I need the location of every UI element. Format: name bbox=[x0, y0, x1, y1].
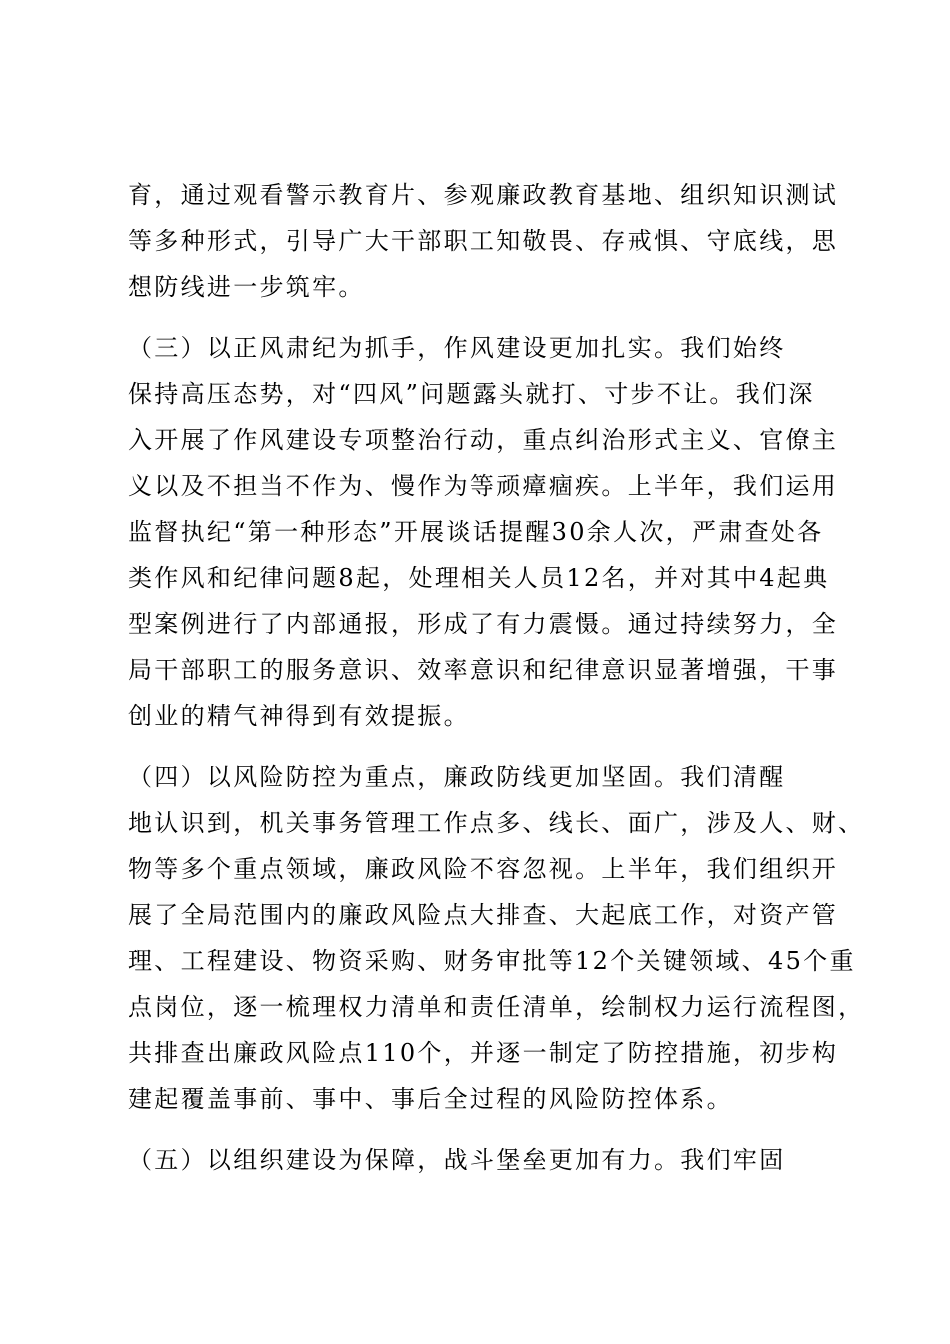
paragraph-section-3 bbox=[128, 325, 839, 739]
text-line: 展了全局范围内的廉政风险点大排查、大起底工作，对资产管 bbox=[128, 901, 839, 929]
text-line: 入开展了作风建设专项整治行动，重点纠治形式主义、官僚主 bbox=[128, 426, 839, 454]
text-line: 等多种形式，引导广大干部职工知敬畏、存戒惧、守底线，思 bbox=[128, 227, 839, 255]
text-line: 想防线进一步筑牢。 bbox=[128, 273, 365, 301]
text-line: 物等多个重点领域，廉政风险不容忽视。上半年，我们组织开 bbox=[128, 855, 839, 883]
text-line: （三）以正风肃纪为抓手，作风建设更加扎实。我们始终 bbox=[128, 334, 786, 362]
text-line: 创业的精气神得到有效提振。 bbox=[128, 702, 470, 730]
text-line: 育，通过观看警示教育片、参观廉政教育基地、组织知识测试 bbox=[128, 181, 839, 209]
text-line: 地认识到，机关事务管理工作点多、线长、面广，涉及人、财、 bbox=[128, 809, 865, 837]
text-line: （五）以组织建设为保障，战斗堡垒更加有力。我们牢固 bbox=[128, 1146, 786, 1174]
text-line: 型案例进行了内部通报，形成了有力震慑。通过持续努力，全 bbox=[128, 610, 839, 638]
document-body bbox=[128, 172, 865, 1183]
paragraph-section-5 bbox=[128, 1137, 828, 1183]
text-line: 点岗位，逐一梳理权力清单和责任清单，绘制权力运行流程图， bbox=[128, 993, 865, 1021]
text-line: 监督执纪“第一种形态”开展谈话提醒30余人次，严肃查处各 bbox=[128, 518, 824, 546]
text-line: 局干部职工的服务意识、效率意识和纪律意识显著增强，干事 bbox=[128, 656, 839, 684]
paragraph-education bbox=[128, 172, 839, 310]
paragraph-gap bbox=[128, 310, 828, 325]
text-line: （四）以风险防控为重点，廉政防线更加坚固。我们清醒 bbox=[128, 763, 786, 791]
text-line: 义以及不担当不作为、慢作为等顽瘴痼疾。上半年，我们运用 bbox=[128, 472, 839, 500]
text-line: 保持高压态势，对“四风”问题露头就打、寸步不让。我们深 bbox=[128, 380, 815, 408]
paragraph-gap bbox=[128, 739, 828, 754]
paragraph-gap bbox=[128, 1122, 828, 1137]
text-line: 建起覆盖事前、事中、事后全过程的风险防控体系。 bbox=[128, 1085, 733, 1113]
text-line: 共排查出廉政风险点110个，并逐一制定了防控措施，初步构 bbox=[128, 1039, 839, 1067]
text-line: 理、工程建设、物资采购、财务审批等12个关键领域、45个重 bbox=[128, 947, 856, 975]
text-line: 类作风和纪律问题8起，处理相关人员12名，并对其中4起典 bbox=[128, 564, 830, 592]
paragraph-section-4 bbox=[128, 754, 865, 1122]
